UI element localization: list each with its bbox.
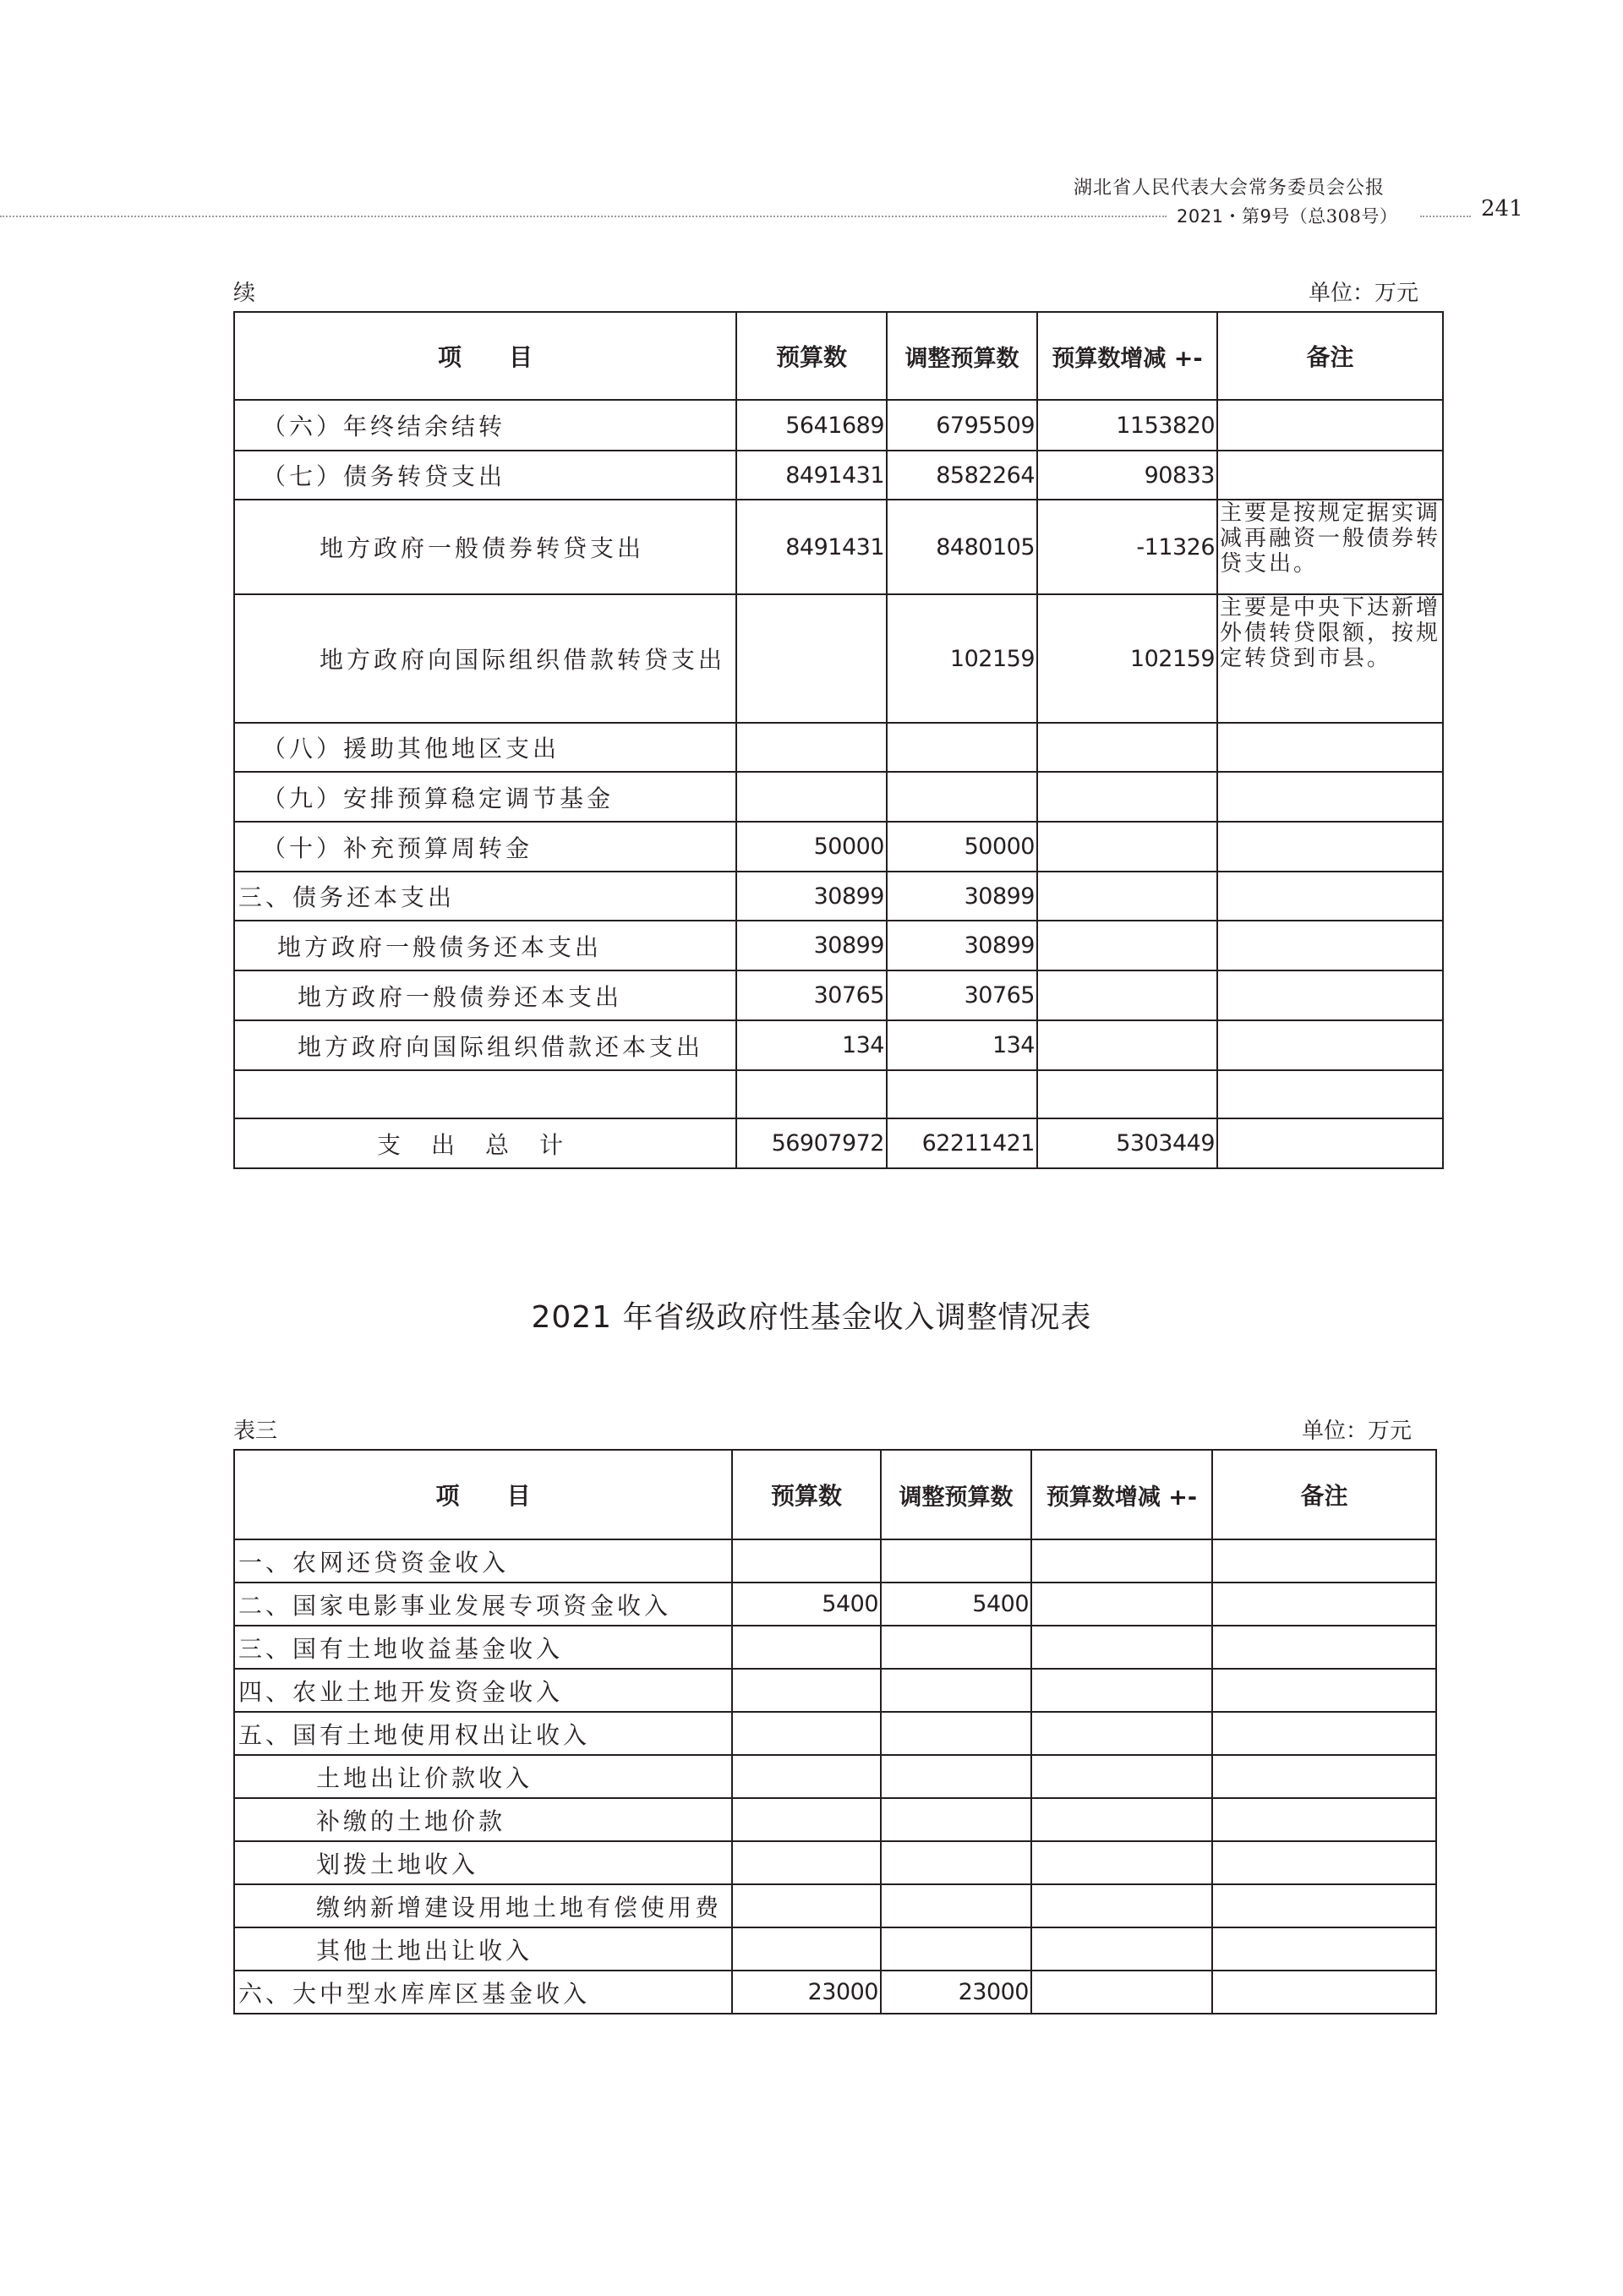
- row-adjusted: [887, 772, 1037, 822]
- header-item: 项 目: [234, 312, 736, 400]
- row-adjusted: [881, 1539, 1031, 1583]
- table-row-total: [234, 1118, 1443, 1168]
- table2-title: 2021 年省级政府性基金收入调整情况表: [531, 1300, 1092, 1335]
- table-row: [234, 1626, 1436, 1669]
- row-note: [1212, 1841, 1436, 1884]
- row-change: [1037, 970, 1217, 1020]
- header-item: 项 目: [234, 1450, 732, 1539]
- row-name: 划拨土地收入: [234, 1841, 732, 1884]
- row-note: [1212, 1539, 1436, 1583]
- row-note: [1217, 400, 1443, 451]
- header-note: 备注: [1217, 312, 1443, 400]
- row-change: [1037, 772, 1217, 822]
- row-adjusted: 5400: [881, 1583, 1031, 1626]
- row-note: [1217, 1118, 1443, 1168]
- row-note: [1217, 1020, 1443, 1070]
- row-adjusted: 8480105: [887, 500, 1037, 594]
- row-name: （十）补充预算周转金: [234, 822, 736, 872]
- row-budget: [736, 1070, 887, 1118]
- row-adjusted: 102159: [887, 594, 1037, 723]
- row-adjusted: 30899: [887, 872, 1037, 921]
- row-adjusted: 8582264: [887, 451, 1037, 500]
- table-row: [234, 1927, 1436, 1971]
- table-row: [234, 1070, 1443, 1118]
- row-change: [1031, 1927, 1212, 1971]
- row-budget: [736, 594, 887, 723]
- table1-unit: 单位：万元: [1309, 281, 1419, 306]
- row-change: [1031, 1626, 1212, 1669]
- header-adjusted: 调整预算数: [887, 312, 1037, 400]
- row-budget: [732, 1927, 881, 1971]
- row-name: 支出总计: [234, 1118, 736, 1168]
- row-note: [1212, 1884, 1436, 1927]
- table-row: [234, 1539, 1436, 1583]
- table-row: [234, 1669, 1436, 1712]
- row-note: [1217, 772, 1443, 822]
- row-adjusted: [881, 1841, 1031, 1884]
- row-note: [1217, 970, 1443, 1020]
- row-note: [1217, 822, 1443, 872]
- row-name: [234, 1070, 736, 1118]
- table-row: [234, 723, 1443, 772]
- table-row: [234, 1841, 1436, 1884]
- row-name: 地方政府一般债券转贷支出: [234, 500, 736, 594]
- row-adjusted: [881, 1626, 1031, 1669]
- row-budget: 30765: [736, 970, 887, 1020]
- table-row: [234, 921, 1443, 970]
- row-note: [1212, 1971, 1436, 2014]
- row-name: 地方政府一般债券还本支出: [234, 970, 736, 1020]
- table-row: [234, 1971, 1436, 2014]
- table-row: [234, 1884, 1436, 1927]
- row-change: 1153820: [1037, 400, 1217, 451]
- row-budget: 5641689: [736, 400, 887, 451]
- table-row: [234, 1712, 1436, 1755]
- row-note: [1212, 1669, 1436, 1712]
- issue-total: （总308号）: [1289, 206, 1398, 227]
- row-name: 二、国家电影事业发展专项资金收入: [234, 1583, 732, 1626]
- table-row: [234, 772, 1443, 822]
- row-adjusted: [881, 1798, 1031, 1841]
- row-adjusted: 50000: [887, 822, 1037, 872]
- row-note: [1212, 1626, 1436, 1669]
- row-name: 一、农网还贷资金收入: [234, 1539, 732, 1583]
- row-budget: [732, 1755, 881, 1798]
- row-budget: 30899: [736, 872, 887, 921]
- row-note: 主要是中央下达新增外债转贷限额，按规定转贷到市县。: [1217, 594, 1443, 723]
- row-note: [1212, 1712, 1436, 1755]
- issue-label: [1177, 203, 1397, 228]
- row-change: [1031, 1798, 1212, 1841]
- table-row: [234, 970, 1443, 1020]
- row-change: [1031, 1841, 1212, 1884]
- page-number: 241: [1481, 196, 1523, 221]
- table-row: [234, 400, 1443, 451]
- row-adjusted: 30765: [887, 970, 1037, 1020]
- row-budget: [732, 1669, 881, 1712]
- header-adjusted: 调整预算数: [881, 1450, 1031, 1539]
- row-adjusted: [881, 1669, 1031, 1712]
- row-budget: 5400: [732, 1583, 881, 1626]
- row-name: （九）安排预算稳定调节基金: [234, 772, 736, 822]
- row-budget: 30899: [736, 921, 887, 970]
- row-change: [1031, 1971, 1212, 2014]
- row-note: 主要是按规定据实调减再融资一般债券转贷支出。: [1217, 500, 1443, 594]
- table1-continued-label: 续: [233, 281, 256, 306]
- row-name: 六、大中型水库库区基金收入: [234, 1971, 732, 2014]
- row-name: 土地出让价款收入: [234, 1755, 732, 1798]
- header-change: 预算数增减 +-: [1031, 1450, 1212, 1539]
- table-row: [234, 1798, 1436, 1841]
- row-budget: [736, 723, 887, 772]
- row-note: [1217, 451, 1443, 500]
- row-name: 其他土地出让收入: [234, 1927, 732, 1971]
- row-budget: [736, 772, 887, 822]
- table2-header-row: [234, 1450, 1436, 1539]
- row-budget: 56907972: [736, 1118, 887, 1168]
- row-change: [1031, 1539, 1212, 1583]
- table-row: [234, 1020, 1443, 1070]
- row-budget: [732, 1841, 881, 1884]
- row-note: [1212, 1755, 1436, 1798]
- row-adjusted: 23000: [881, 1971, 1031, 2014]
- row-name: 补缴的土地价款: [234, 1798, 732, 1841]
- row-change: 5303449: [1037, 1118, 1217, 1168]
- row-adjusted: [881, 1755, 1031, 1798]
- row-name: （七）债务转贷支出: [234, 451, 736, 500]
- table2-unit: 单位：万元: [1302, 1419, 1413, 1444]
- row-adjusted: 134: [887, 1020, 1037, 1070]
- row-change: [1037, 1020, 1217, 1070]
- row-change: [1031, 1755, 1212, 1798]
- row-name: （八）援助其他地区支出: [234, 723, 736, 772]
- row-note: [1212, 1583, 1436, 1626]
- table-row: [234, 594, 1443, 723]
- row-adjusted: 6795509: [887, 400, 1037, 451]
- row-adjusted: [887, 1070, 1037, 1118]
- row-adjusted: 62211421: [887, 1118, 1037, 1168]
- row-name: 三、债务还本支出: [234, 872, 736, 921]
- row-budget: [732, 1539, 881, 1583]
- row-budget: 8491431: [736, 451, 887, 500]
- row-change: [1031, 1884, 1212, 1927]
- row-name: 地方政府向国际组织借款还本支出: [234, 1020, 736, 1070]
- row-name: 四、农业土地开发资金收入: [234, 1669, 732, 1712]
- row-budget: 23000: [732, 1971, 881, 2014]
- row-name: 缴纳新增建设用地土地有偿使用费: [234, 1884, 732, 1927]
- row-name: 地方政府一般债务还本支出: [234, 921, 736, 970]
- row-change: [1037, 921, 1217, 970]
- journal-title: 湖北省人民代表大会常务委员会公报: [1074, 178, 1385, 199]
- row-change: 90833: [1037, 451, 1217, 500]
- row-note: [1212, 1798, 1436, 1841]
- row-note: [1217, 1070, 1443, 1118]
- row-change: [1031, 1669, 1212, 1712]
- row-adjusted: [887, 723, 1037, 772]
- header-note: 备注: [1212, 1450, 1436, 1539]
- row-change: [1037, 1070, 1217, 1118]
- row-name: 三、国有土地收益基金收入: [234, 1626, 732, 1669]
- header-budget: 预算数: [736, 312, 887, 400]
- header-rule-right: [1420, 216, 1471, 217]
- row-name: （六）年终结余结转: [234, 400, 736, 451]
- row-budget: 134: [736, 1020, 887, 1070]
- table-row: [234, 500, 1443, 594]
- table1: [233, 311, 1444, 1169]
- row-adjusted: [881, 1927, 1031, 1971]
- header-change: 预算数增减 +-: [1037, 312, 1217, 400]
- row-budget: [732, 1712, 881, 1755]
- issue-number: 2021・第9号: [1177, 206, 1290, 227]
- row-adjusted: [881, 1884, 1031, 1927]
- row-budget: 8491431: [736, 500, 887, 594]
- table2-caption: 表三: [233, 1419, 278, 1444]
- row-adjusted: [881, 1712, 1031, 1755]
- row-change: -11326: [1037, 500, 1217, 594]
- row-note: [1217, 872, 1443, 921]
- row-name: 五、国有土地使用权出让收入: [234, 1712, 732, 1755]
- table1-header-row: [234, 312, 1443, 400]
- row-change: [1031, 1712, 1212, 1755]
- row-change: [1037, 723, 1217, 772]
- row-change: [1031, 1583, 1212, 1626]
- header-budget: 预算数: [732, 1450, 881, 1539]
- table-row: [234, 1583, 1436, 1626]
- table-row: [234, 1755, 1436, 1798]
- row-budget: [732, 1626, 881, 1669]
- row-change: [1037, 872, 1217, 921]
- table-row: [234, 872, 1443, 921]
- row-adjusted: 30899: [887, 921, 1037, 970]
- table2: [233, 1449, 1437, 2014]
- row-name: 地方政府向国际组织借款转贷支出: [234, 594, 736, 723]
- table-row: [234, 451, 1443, 500]
- row-note: [1217, 921, 1443, 970]
- header-rule-left: [0, 216, 1167, 217]
- row-budget: [732, 1884, 881, 1927]
- row-budget: [732, 1798, 881, 1841]
- table-row: [234, 822, 1443, 872]
- row-change: [1037, 822, 1217, 872]
- row-budget: 50000: [736, 822, 887, 872]
- row-note: [1217, 723, 1443, 772]
- row-note: [1212, 1927, 1436, 1971]
- row-change: 102159: [1037, 594, 1217, 723]
